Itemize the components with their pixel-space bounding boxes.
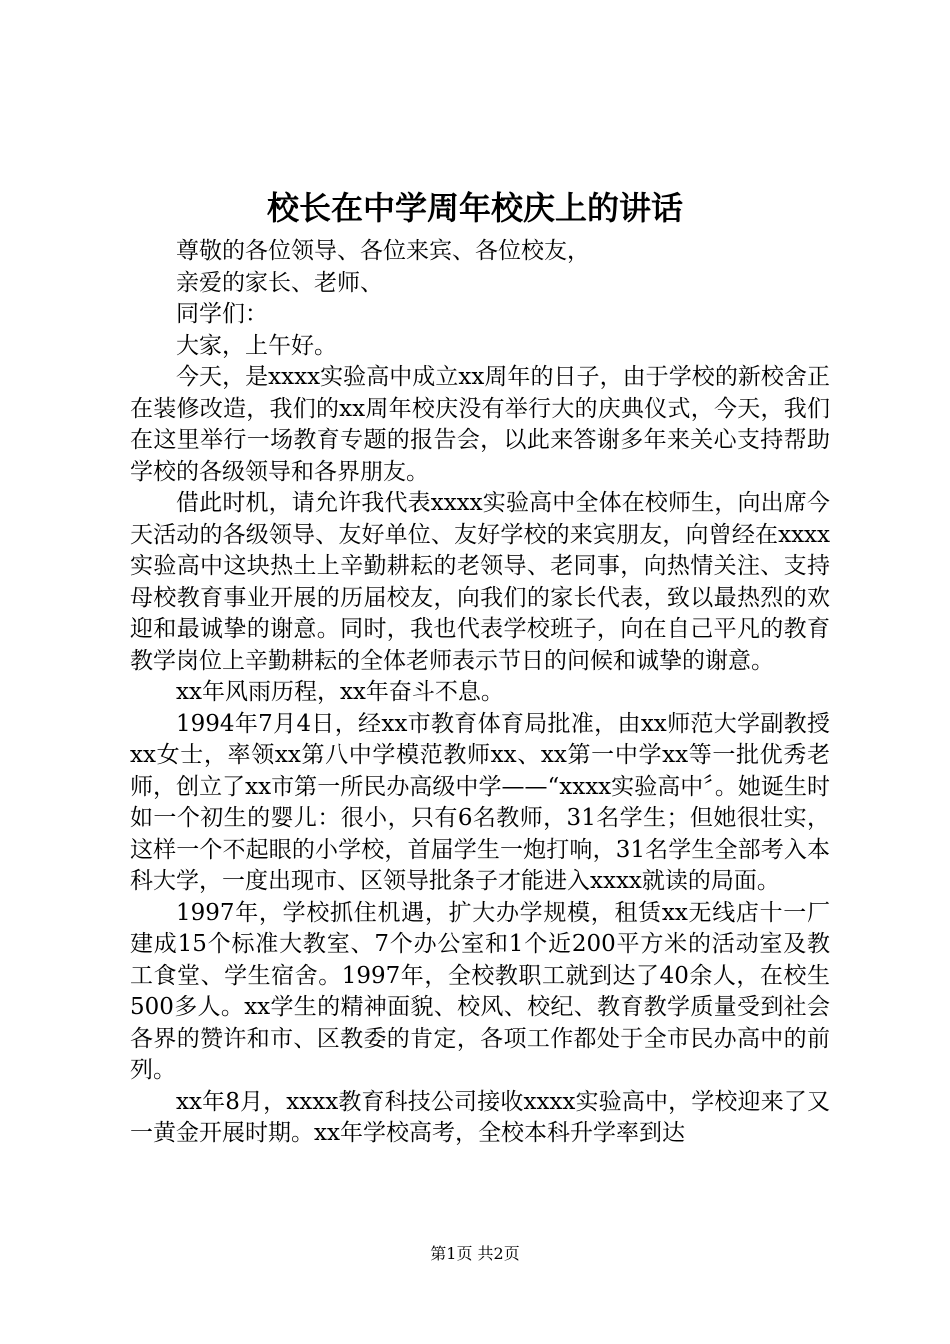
paragraph-salutation-2: 亲爱的家长、老师、 <box>176 269 383 296</box>
document-body <box>130 236 830 1150</box>
paragraph-salutation-1: 尊敬的各位领导、各位来宾、各位校友， <box>176 238 590 264</box>
paragraph-salutation-3: 同学们： <box>176 301 268 327</box>
paragraph-greeting: 大家，上午好。 <box>176 332 337 359</box>
paragraph-history-1997: 1997年，学校抓住机遇，扩大办学规模，租赁xx无线店十一厂建成15个标准大教室、7个办公室和1个近200平方米的活动室及教工食堂、学生宿舍。1997年，全校教职工就到达了40余人，在校生500多人。xx学生的精神面貌、校风、校纪、教育教学质量受到社会各界的赞许和市、区教委的肯定，各项工作都处于全市民办高中的前列。 <box>130 899 830 1083</box>
paragraph-thanks: 借此时机，请允许我代表xxxx实验高中全体在校师生，向出席今天活动的各级领导、友好单位、友好学校的来宾朋友，向曾经在xxxx实验高中这块热土上辛勤耕耘的老领导、老同事，向热情关注、支持母校教育事业开展的历届校友，向我们的家长代表，致以最热烈的欢迎和最诚挚的谢意。同时，我也代表学校班子，向在自己平凡的教育教学岗位上辛勤耕耘的全体老师表示节日的问候和诚挚的谢意。 <box>130 490 830 674</box>
page-footer: 第1页 共2页 <box>430 1244 520 1263</box>
paragraph-history-august: xx年8月，xxxx教育科技公司接收xxxx实验高中，学校迎来了又一黄金开展时期。xx年学校高考，全校本科升学率到达 <box>130 1088 830 1146</box>
paragraph-history-intro: xx年风雨历程，xx年奋斗不息。 <box>176 679 504 705</box>
page-title: 校长在中学周年校庆上的讲话 <box>266 189 683 227</box>
paragraph-opening: 今天，是xxxx实验高中成立xx周年的日子，由于学校的新校舍正在装修改造，我们的xx周年校庆没有举行大的庆典仪式，今天，我们在这里举行一场教育专题的报告会，以此来答谢多年来关心支持帮助学校的各级领导和各界朋友。 <box>130 364 830 485</box>
paragraph-history-1994: 1994年7月4日，经xx市教育体育局批准，由xx师范大学副教授xx女士，率领xx第八中学模范教师xx、xx第一中学xx等一批优秀老师，创立了xx市第一所民办高级中学——“xxxx实验高中〞。她诞生时如一个初生的婴儿：很小，只有6名教师，31名学生；但她很壮实，这样一个不起眼的小学校，首届学生一炮打响，31名学生全部考入本科大学，一度出现市、区领导批条子才能进入xxxx就读的局面。 <box>130 710 830 894</box>
